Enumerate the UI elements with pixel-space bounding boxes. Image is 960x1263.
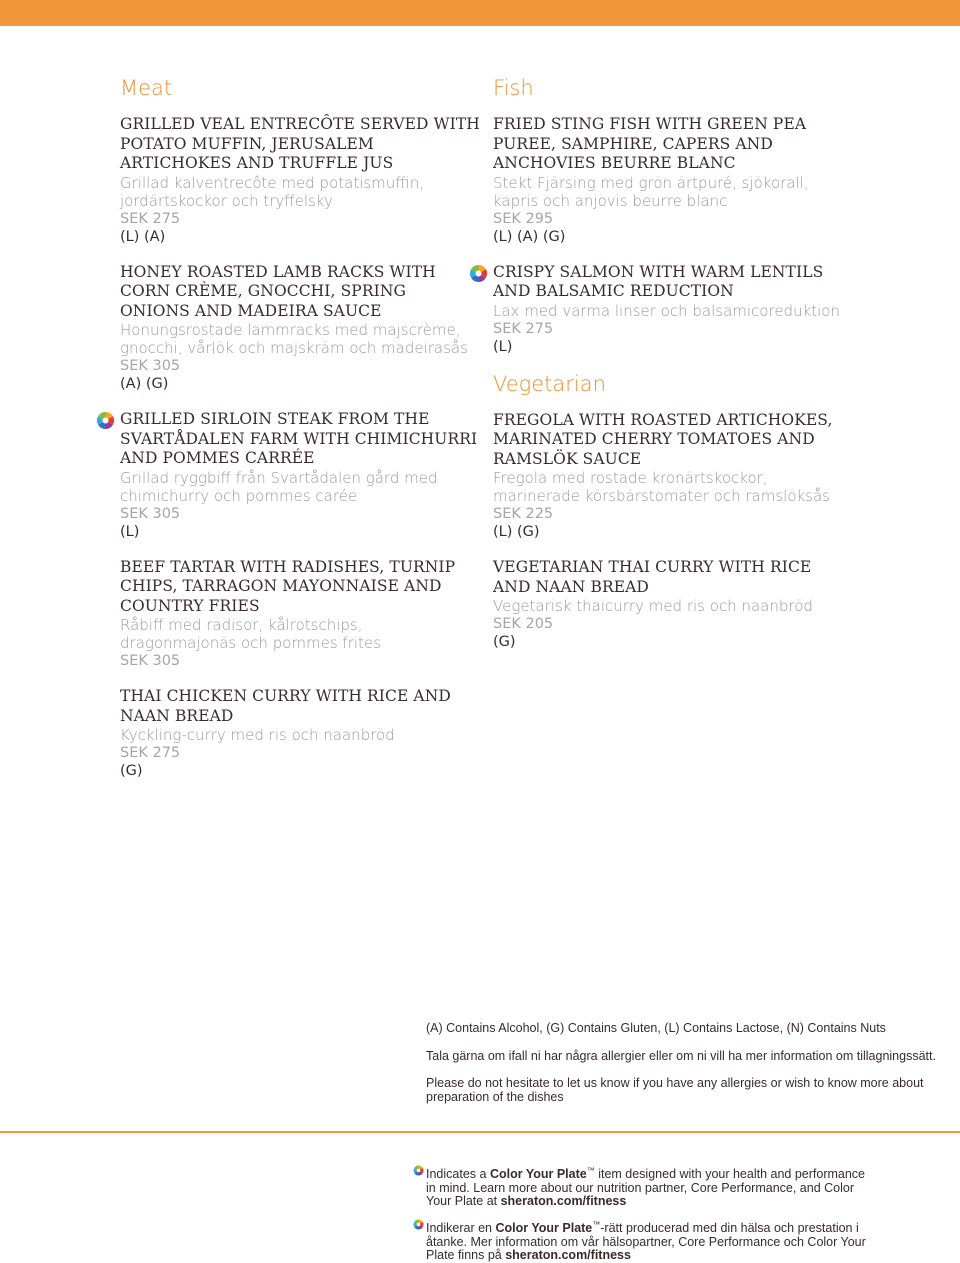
color-your-plate-icon bbox=[413, 1165, 424, 1176]
dish-name: BEEF TARTAR WITH RADISHES, TURNIP CHIPS, TARRAGON MAYONNAISE AND COUNTRY FRIES bbox=[120, 557, 456, 615]
dish-name: CRISPY SALMON WITH WARM LENTILS AND BALSAMIC REDUCTION bbox=[493, 262, 824, 300]
dish-item bbox=[120, 558, 480, 671]
dish-item bbox=[120, 410, 480, 541]
dish-item bbox=[120, 687, 480, 780]
dish-name: FREGOLA WITH ROASTED ARTICHOKES, MARINATED CHERRY TOMATOES AND RAMSLÖK SAUCE bbox=[493, 410, 833, 468]
dish-swedish-description: Kyckling-curry med ris och naanbröd bbox=[120, 726, 395, 744]
dish-price: SEK 305 bbox=[120, 653, 181, 669]
top-accent-bar bbox=[0, 0, 960, 26]
dish-price: SEK 275 bbox=[120, 745, 181, 761]
fitness-link[interactable]: sheraton.com/fitness bbox=[505, 1248, 631, 1263]
allergy-note-swedish: Tala gärna om ifall ni har några allergier eller om ni vill ha mer information om tillagningssätt. bbox=[426, 1048, 936, 1063]
dish-name: FRIED STING FISH WITH GREEN PEA PUREE, SAMPHIRE, CAPERS AND ANCHOVIES BEURRE BLANC bbox=[493, 115, 807, 172]
allergen-key: (A) Contains Alcohol, (G) Contains Gluten, (L) Contains Lactose, (N) Contains Nuts bbox=[426, 1021, 886, 1035]
dish-price: SEK 275 bbox=[120, 210, 181, 227]
dish-swedish-description: Grillad ryggbiff från Svartådalen gård med chimichurry och pommes carée bbox=[120, 468, 438, 505]
brand-name: Color Your Plate bbox=[495, 1221, 593, 1236]
dish-allergens: (G) bbox=[120, 763, 143, 779]
dish-name: HONEY ROASTED LAMB RACKS WITH CORN CRÈME, GNOCCHI, SPRING ONIONS AND MADEIRA SAUCE bbox=[120, 262, 436, 320]
dish-price: SEK 305 bbox=[120, 505, 181, 522]
dish-item bbox=[493, 558, 853, 651]
dish-allergens: (L) (A) (G) bbox=[493, 228, 566, 245]
fish-vegetarian-column bbox=[493, 76, 853, 668]
dish-price: SEK 225 bbox=[493, 506, 554, 522]
dish-item bbox=[120, 263, 480, 394]
dish-allergens: (A) (G) bbox=[120, 376, 169, 392]
footer-divider bbox=[0, 1131, 960, 1133]
dish-item bbox=[493, 263, 853, 356]
color-your-plate-note-swedish: Indikerar en Color Your Plate™-rätt producerad med din hälsa och prestation i åtanke. Mer information om vår hälsopartner, Core Performance och Color Your Plate finns på sheraton.com/fitness bbox=[413, 1218, 873, 1263]
dish-price: SEK 305 bbox=[120, 358, 181, 374]
dish-name: GRILLED VEAL ENTRECÔTE SERVED WITH POTATO MUFFIN, JERUSALEM ARTICHOKES AND TRUFFLE JUS bbox=[120, 115, 480, 172]
dish-name: GRILLED SIRLOIN STEAK FROM THE SVARTÅDALEN FARM WITH CHIMICHURRI AND POMMES CARRÉE bbox=[120, 410, 478, 467]
dish-swedish-description: Honungsrostade lammracks med majscrème, gnocchi, vårlök och majskräm och madeirasås bbox=[120, 321, 468, 357]
allergy-note-english: Please do not hesitate to let us know if you have any allergies or wish to know more about preparation of the dishes bbox=[426, 1076, 924, 1104]
dish-swedish-description: Grillad kalventrecôte med potatismuffin, jordärtskockor och tryffelsky bbox=[120, 173, 425, 210]
color-your-plate-icon bbox=[96, 411, 115, 430]
section-title-vegetarian: Vegetarian bbox=[493, 371, 606, 396]
dish-swedish-description: Lax med varma linser och balsamicoreduktion bbox=[493, 301, 840, 320]
fitness-link[interactable]: sheraton.com/fitness bbox=[500, 1194, 627, 1209]
dish-swedish-description: Vegetarisk thaicurry med ris och naanbröd bbox=[493, 597, 813, 615]
dish-allergens: (G) bbox=[493, 634, 516, 650]
allergen-legend bbox=[426, 1022, 946, 1118]
meat-column bbox=[120, 76, 480, 797]
dish-allergens: (L) (A) bbox=[120, 228, 166, 245]
dish-name: VEGETARIAN THAI CURRY WITH RICE AND NAAN BREAD bbox=[493, 558, 812, 596]
dish-allergens: (L) bbox=[120, 523, 140, 540]
color-your-plate-icon bbox=[413, 1219, 424, 1230]
dish-name: THAI CHICKEN CURRY WITH RICE AND NAAN BREAD bbox=[120, 687, 451, 725]
dish-allergens: (L) (G) bbox=[493, 524, 540, 540]
color-your-plate-icon bbox=[469, 264, 488, 283]
dish-swedish-description: Råbiff med radisor, kålrotschips, dragonmajonäs och pommes frites bbox=[120, 616, 381, 652]
dish-price: SEK 295 bbox=[493, 210, 554, 227]
section-title-fish: Fish bbox=[493, 76, 534, 100]
dish-item bbox=[120, 115, 480, 246]
dish-price: SEK 205 bbox=[493, 616, 554, 632]
section-title-meat: Meat bbox=[120, 76, 173, 100]
dish-swedish-description: Fregola med rostade kronärtskockor, marinerade körsbärstomater och ramslöksås bbox=[493, 469, 831, 505]
dish-item bbox=[493, 115, 853, 246]
brand-name: Color Your Plate bbox=[489, 1167, 587, 1182]
dish-price: SEK 275 bbox=[493, 320, 554, 337]
dish-item bbox=[493, 411, 853, 542]
color-your-plate-note-english: Indicates a Color Your Plate™ item designed with your health and performance in mind. Learn more about our nutrition partner, Core Performance, and Color Your Plate at sheraton.com/fitness bbox=[413, 1164, 873, 1209]
dish-swedish-description: Stekt Fjärsing med grön ärtpuré, sjökorall, kapris och anjovis beurre blanc bbox=[493, 173, 809, 210]
dish-allergens: (L) bbox=[493, 338, 513, 355]
